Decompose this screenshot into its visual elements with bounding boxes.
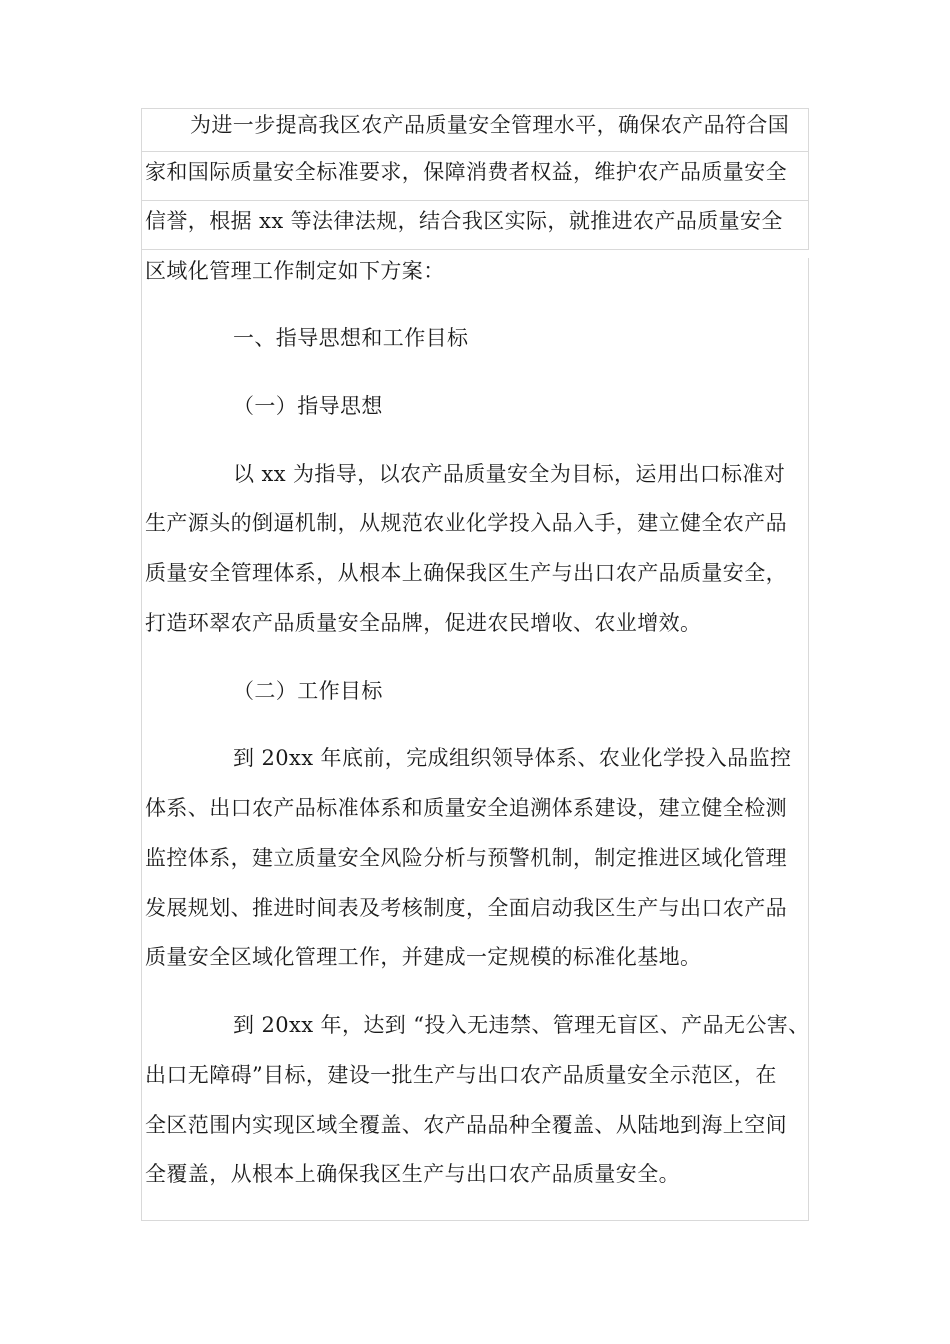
paragraph-line: 质量安全区域化管理工作，并建成一定规模的标准化基地。 <box>145 945 702 969</box>
subsection-heading: （二）工作目标 <box>233 679 383 703</box>
table-rule <box>141 108 809 109</box>
intro-line: 家和国际质量安全标准要求，保障消费者权益，维护农产品质量安全 <box>145 160 787 184</box>
paragraph-line: 体系、出口农产品标准体系和质量安全追溯体系建设，建立健全检测 <box>145 796 787 820</box>
table-rule <box>141 108 142 1220</box>
paragraph-line: 全覆盖，从根本上确保我区生产与出口农产品质量安全。 <box>145 1162 680 1186</box>
paragraph-line: 发展规划、推进时间表及考核制度，全面启动我区生产与出口农产品 <box>145 896 787 920</box>
paragraph-line: 监控体系，建立质量安全风险分析与预警机制，制定推进区域化管理 <box>145 846 787 870</box>
table-rule <box>141 200 809 201</box>
paragraph-line: 出口无障碍”目标，建设一批生产与出口农产品质量安全示范区，在 <box>145 1063 777 1087</box>
subsection-heading: （一）指导思想 <box>233 394 383 418</box>
paragraph-line: 到 20xx 年底前，完成组织领导体系、农业化学投入品监控 <box>233 746 792 770</box>
section-heading: 一、指导思想和工作目标 <box>233 326 469 350</box>
paragraph-line: 全区范围内实现区域全覆盖、农产品品种全覆盖、从陆地到海上空间 <box>145 1113 787 1137</box>
paragraph-line: 质量安全管理体系，从根本上确保我区生产与出口农产品质量安全， <box>145 561 787 585</box>
paragraph-line: 到 20xx 年，达到 “投入无违禁、管理无盲区、产品无公害、 <box>233 1013 810 1037</box>
intro-line: 为进一步提高我区农产品质量安全管理水平，确保农产品符合国 <box>190 113 790 137</box>
paragraph-line: 生产源头的倒逼机制，从规范农业化学投入品入手，建立健全农产品 <box>145 511 787 535</box>
paragraph-line: 以 xx 为指导，以农产品质量安全为目标，运用出口标准对 <box>233 462 786 486</box>
table-rule <box>141 1220 809 1221</box>
table-rule <box>808 108 809 250</box>
intro-line: 区域化管理工作制定如下方案： <box>145 259 445 283</box>
table-rule <box>141 151 809 152</box>
table-rule <box>808 258 809 1220</box>
paragraph-line: 打造环翠农产品质量安全品牌，促进农民增收、农业增效。 <box>145 611 702 635</box>
table-rule <box>141 249 809 250</box>
intro-line: 信誉，根据 xx 等法律法规，结合我区实际，就推进农产品质量安全 <box>145 209 783 233</box>
